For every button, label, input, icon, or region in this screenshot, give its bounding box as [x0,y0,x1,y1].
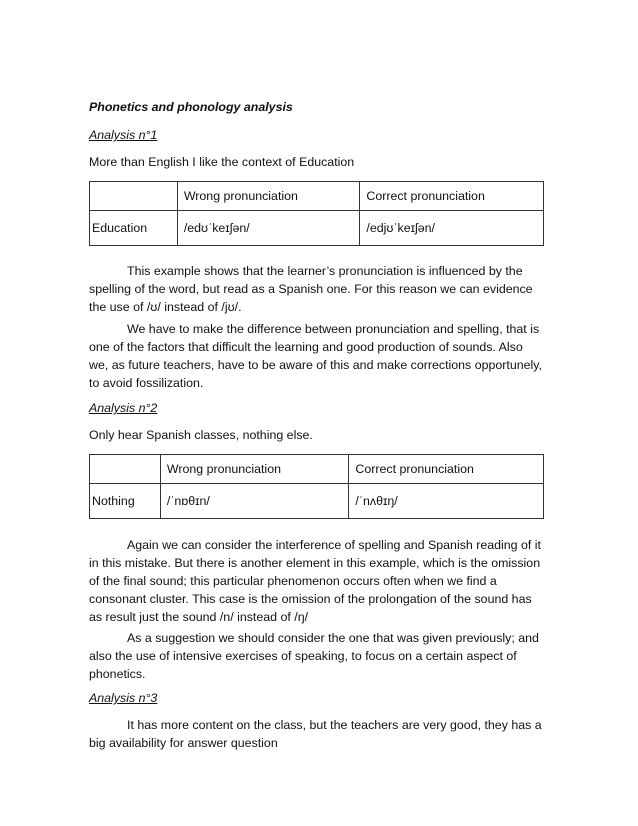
table-cell-wrong: /edʊˈkeɪʃən/ [177,211,360,246]
analysis-1-sentence: More than English I like the context of Education [89,155,355,169]
paragraph-line: as result just the sound /n/ instead of /ŋ/ [89,610,309,624]
paragraph-line: the use of /ʊ/ instead of /jʊ/. [89,300,242,314]
analysis-1-label: Analysis n°1 [89,128,158,142]
paragraph-line: spelling of the word, but read as a Spanish one. For this reason we can evidence [89,282,533,296]
paragraph-line: of the final sound; this particular phenomenon occurs often when we find a [89,574,497,588]
paragraph-line: we, as future teachers, have to be aware of this and make corrections opportunely, [89,358,542,372]
analysis-2-table [89,454,544,519]
table-row [90,211,544,246]
analysis-1-paragraph-1 [89,262,547,316]
table-row [90,484,544,519]
paragraph-line: big availability for answer question [89,736,278,750]
table-header-cell [90,455,161,484]
analysis-2-paragraph-2 [89,629,547,683]
table-header-cell: Correct pronunciation [360,182,544,211]
table-header-row [90,182,544,211]
table-header-cell: Wrong pronunciation [160,455,349,484]
paragraph-line: in this mistake. But there is another element in this example, which is the omission [89,556,541,570]
table-header-cell [90,182,178,211]
paragraph-line: As a suggestion we should consider the one that was given previously; and [127,631,539,645]
analysis-3-paragraph [89,716,547,752]
paragraph-line: Again we can consider the interference of spelling and Spanish reading of it [127,538,541,552]
analysis-2-paragraph-1 [89,536,547,626]
analysis-2-sentence: Only hear Spanish classes, nothing else. [89,428,313,442]
table-cell-wrong: /ˈnɒθɪn/ [160,484,349,519]
document-title: Phonetics and phonology analysis [89,100,293,114]
paragraph-line: We have to make the difference between pronunciation and spelling, that is [127,322,540,336]
table-cell-word: Nothing [90,484,161,519]
paragraph-line: phonetics. [89,667,146,681]
paragraph-line: one of the factors that difficult the learning and good production of sounds. Also [89,340,523,354]
table-cell-correct: /ˈnʌθɪŋ/ [349,484,544,519]
paragraph-line: consonant cluster. This case is the omission of the prolongation of the sound has [89,592,532,606]
table-header-cell: Wrong pronunciation [177,182,360,211]
table-header-cell: Correct pronunciation [349,455,544,484]
paragraph-line: It has more content on the class, but the teachers are very good, they has a [127,718,542,732]
table-cell-word: Education [90,211,178,246]
table-header-row [90,455,544,484]
paragraph-line: This example shows that the learner’s pronunciation is influenced by the [127,264,523,278]
table-cell-correct: /edjʊˈkeɪʃən/ [360,211,544,246]
analysis-3-label: Analysis n°3 [89,691,158,705]
paragraph-line: also the use of intensive exercises of speaking, to focus on a certain aspect of [89,649,517,663]
analysis-2-label: Analysis n°2 [89,401,158,415]
analysis-1-paragraph-2 [89,320,547,392]
analysis-1-table [89,181,544,246]
paragraph-line: to avoid fossilization. [89,376,204,390]
